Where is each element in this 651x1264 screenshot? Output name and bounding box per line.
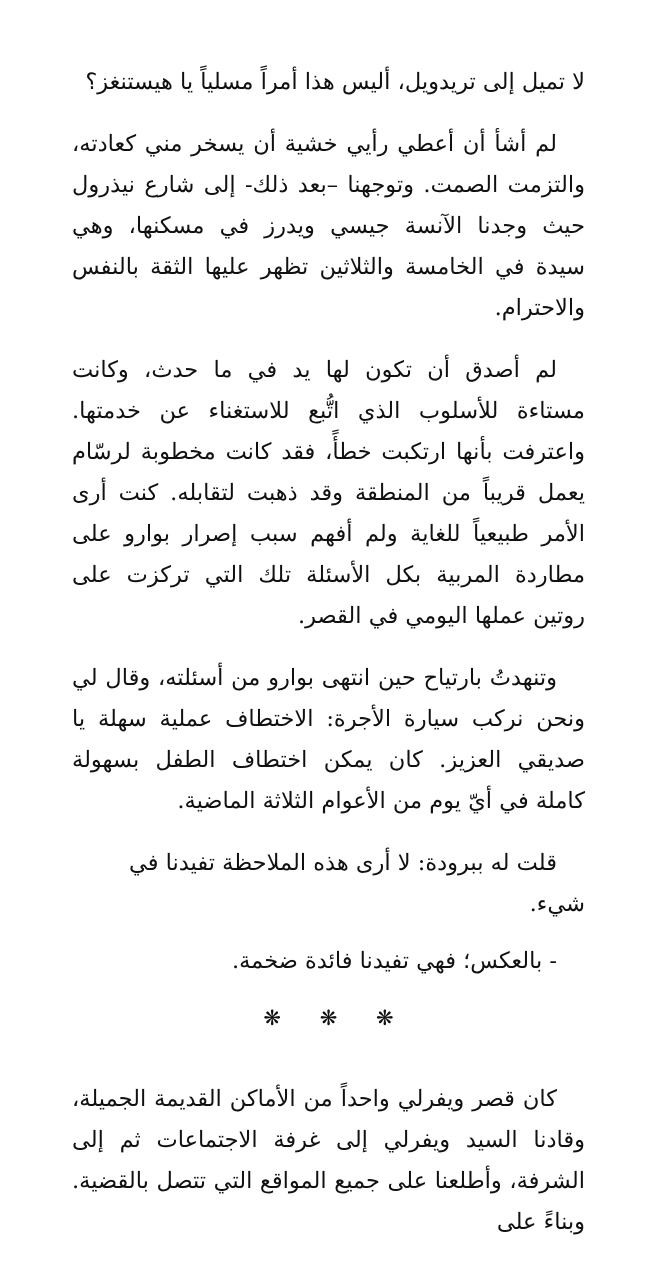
dialogue-line-1: قلت له ببرودة: لا أرى هذه الملاحظة تفيدنا في شيء. — [128, 850, 585, 917]
section-separator: ❋ ❋ ❋ — [263, 1006, 410, 1030]
dialogue-line-2: - بالعكس؛ فهي تفيدنا فائدة ضخمة. — [231, 948, 557, 974]
paragraph-2: لم أشأ أن أعطي رأيي خشية أن يسخر مني كعادته، والتزمت الصمت. وتوجهنا –بعد ذلك- إلى شارع نيذرول حيث وجدنا الآنسة جيسي ويدرز في مسكنها، وهي سيدة في الخامسة والثلاثين تظهر عليها الثقة بالنفس والاحترام. — [72, 131, 585, 321]
paragraph-4: وتنهدتُ بارتياح حين انتهى بوارو من أسئلته، وقال لي ونحن نركب سيارة الأجرة: الاختطاف عملية سهلة يا صديقي العزيز. كان يمكن اختطاف الطفل بسهولة كاملة في أيّ يوم من الأعوام الثلاثة الماضية. — [72, 665, 585, 814]
paragraph-1: لا تميل إلى تريدويل، أليس هذا أمراً مسلياً يا هيستنغز؟ — [85, 69, 585, 95]
book-page — [72, 62, 585, 1264]
paragraph-5: كان قصر ويفرلي واحداً من الأماكن القديمة الجميلة، وقادنا السيد ويفرلي إلى غرفة الاجتماعات ثم إلى الشرفة، وأطلعنا على جميع المواقع التي تتصل بالقضية. وبناءً على — [72, 1086, 585, 1235]
paragraph-3: لم أصدق أن تكون لها يد في ما حدث، وكانت مستاءة للأسلوب الذي اتُّبع للاستغناء عن خدمتها. واعترفت بأنها ارتكبت خطأً، فقد كانت مخطوبة لرسّام يعمل قريباً من المنطقة وقد ذهبت لتقابله. كنت أرى الأمر طبيعياً للغاية ولم أفهم سبب إصرار بوارو على مطاردة المربية بكل الأسئلة تلك التي تركزت على روتين عملها اليومي في القصر. — [72, 357, 585, 629]
